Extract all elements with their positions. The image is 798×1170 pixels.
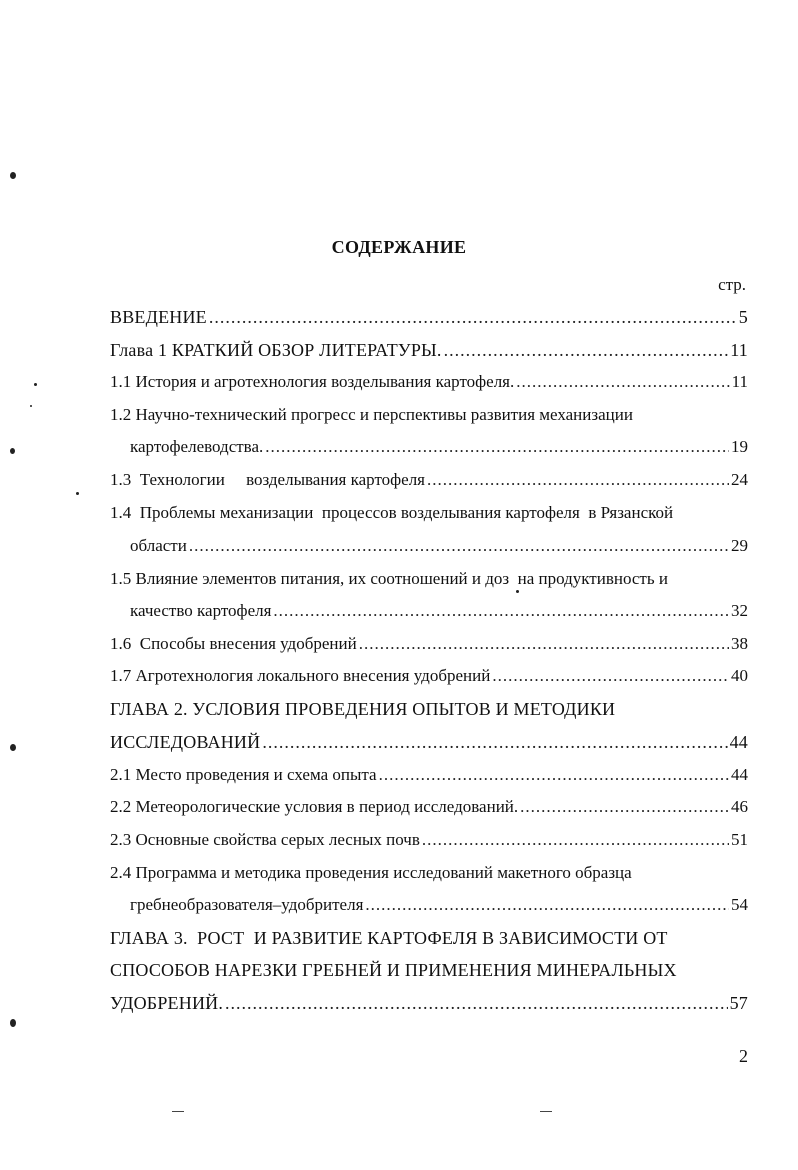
toc-leader-dots bbox=[520, 795, 729, 819]
toc-entry-section-1-7[interactable] bbox=[110, 664, 748, 688]
toc-entry-section-1-5[interactable] bbox=[130, 599, 748, 623]
toc-entry-page: 11 bbox=[730, 340, 748, 360]
toc-leader-dots bbox=[225, 991, 728, 1015]
toc-entry-text: области bbox=[130, 536, 187, 555]
toc-entry-section-2-1[interactable] bbox=[110, 763, 748, 787]
toc-entry-text: 2.2 Метеорологические условия в период исследований. bbox=[110, 797, 519, 816]
scan-speck bbox=[10, 448, 15, 454]
toc-entry-text: ИССЛЕДОВАНИЙ bbox=[110, 732, 261, 752]
toc-entry-section-1-5-line1[interactable]: 1.5 Влияние элементов питания, их соотношений и доз на продуктивность и bbox=[110, 569, 668, 588]
toc-entry-text: качество картофеля bbox=[130, 601, 272, 620]
toc-entry-page: 51 bbox=[731, 830, 748, 849]
document-title: СОДЕРЖАНИЕ bbox=[331, 237, 467, 257]
toc-leader-dots bbox=[189, 534, 729, 558]
toc-entry-page: 57 bbox=[729, 993, 748, 1013]
toc-entry-chapter-3-line2[interactable]: СПОСОБОВ НАРЕЗКИ ГРЕБНЕЙ И ПРИМЕНЕНИЯ МИНЕРАЛЬНЫХ bbox=[110, 960, 677, 980]
toc-entry-text: 2.3 Основные свойства серых лесных почв bbox=[110, 830, 420, 849]
scan-dash bbox=[540, 1111, 552, 1112]
toc-entry-page: 19 bbox=[731, 437, 748, 456]
toc-entry-intro[interactable] bbox=[110, 305, 748, 329]
toc-entry-text: 1.7 Агротехнология локального внесения удобрений bbox=[110, 666, 491, 685]
toc-entry-text: картофелеводства. bbox=[130, 437, 264, 456]
scan-speck bbox=[10, 172, 16, 179]
toc-entry-page: 32 bbox=[731, 601, 748, 620]
toc-entry-page: 5 bbox=[738, 307, 748, 327]
toc-entry-text: 1.1 История и агротехнология возделывания картофеля. bbox=[110, 372, 515, 391]
toc-entry-section-2-2[interactable] bbox=[110, 795, 748, 819]
toc-entry-page: 44 bbox=[729, 732, 748, 752]
toc-entry-page: 24 bbox=[731, 470, 748, 489]
toc-entry-page: 44 bbox=[731, 765, 748, 784]
toc-leader-dots bbox=[379, 763, 729, 787]
toc-entry-section-1-2[interactable] bbox=[130, 435, 748, 459]
toc-entry-page: 46 bbox=[731, 797, 748, 816]
toc-entry-text: 2.1 Место проведения и схема опыта bbox=[110, 765, 377, 784]
toc-entry-text: Глава 1 КРАТКИЙ ОБЗОР ЛИТЕРАТУРЫ. bbox=[110, 340, 442, 360]
toc-entry-chapter-2-line1[interactable]: ГЛАВА 2. УСЛОВИЯ ПРОВЕДЕНИЯ ОПЫТОВ И МЕТОДИКИ bbox=[110, 699, 616, 719]
scan-speck bbox=[10, 1019, 16, 1027]
toc-entry-page: 54 bbox=[731, 895, 748, 914]
toc-entry-page: 40 bbox=[731, 666, 748, 685]
toc-entry-text: 1.6 Способы внесения удобрений bbox=[110, 634, 357, 653]
toc-entry-chapter-1[interactable] bbox=[110, 338, 748, 362]
toc-entry-text: ВВЕДЕНИЕ bbox=[110, 307, 207, 327]
scan-dash bbox=[172, 1111, 184, 1112]
toc-entry-section-1-3[interactable] bbox=[110, 468, 748, 492]
toc-entry-section-1-2-line1[interactable]: 1.2 Научно-технический прогресс и перспективы развития механизации bbox=[110, 405, 633, 424]
scan-speck bbox=[34, 383, 37, 386]
toc-leader-dots bbox=[516, 370, 729, 394]
toc-entry-section-1-4-line1[interactable]: 1.4 Проблемы механизации процессов возделывания картофеля в Рязанской bbox=[110, 503, 674, 522]
page-number: 2 bbox=[739, 1046, 748, 1066]
toc-entry-section-2-4-line1[interactable]: 2.4 Программа и методика проведения исследований макетного образца bbox=[110, 863, 632, 882]
page-column-label: стр. bbox=[718, 275, 746, 294]
toc-leader-dots bbox=[444, 338, 729, 362]
toc-entry-text: УДОБРЕНИЙ. bbox=[110, 993, 224, 1013]
toc-leader-dots bbox=[273, 599, 729, 623]
toc-entry-section-1-4[interactable] bbox=[130, 534, 748, 558]
toc-leader-dots bbox=[492, 664, 729, 688]
toc-leader-dots bbox=[262, 730, 727, 754]
toc-leader-dots bbox=[422, 828, 729, 852]
toc-entry-text: 1.3 Технологии возделывания картофеля bbox=[110, 470, 426, 489]
toc-entry-chapter-3[interactable] bbox=[110, 991, 748, 1015]
toc-entry-section-1-1[interactable] bbox=[110, 370, 748, 394]
toc-entry-page: 11 bbox=[731, 372, 748, 391]
toc-leader-dots bbox=[359, 632, 729, 656]
toc-leader-dots bbox=[365, 893, 729, 917]
toc-entry-text: гребнеобразователя–удобрителя bbox=[130, 895, 364, 914]
toc-entry-section-1-6[interactable] bbox=[110, 632, 748, 656]
toc-entry-section-2-4[interactable] bbox=[130, 893, 748, 917]
toc-leader-dots bbox=[427, 468, 729, 492]
toc-entry-page: 38 bbox=[731, 634, 748, 653]
toc-leader-dots bbox=[265, 435, 729, 459]
toc-entry-page: 29 bbox=[731, 536, 748, 555]
toc-entry-section-2-3[interactable] bbox=[110, 828, 748, 852]
scan-speck bbox=[76, 492, 79, 495]
toc-leader-dots bbox=[209, 305, 737, 329]
toc-entry-chapter-3-line1[interactable]: ГЛАВА 3. РОСТ И РАЗВИТИЕ КАРТОФЕЛЯ В ЗАВИСИМОСТИ ОТ bbox=[110, 928, 668, 948]
toc-entry-chapter-2[interactable] bbox=[110, 730, 748, 754]
scan-speck bbox=[10, 744, 16, 751]
scan-speck bbox=[30, 405, 32, 407]
